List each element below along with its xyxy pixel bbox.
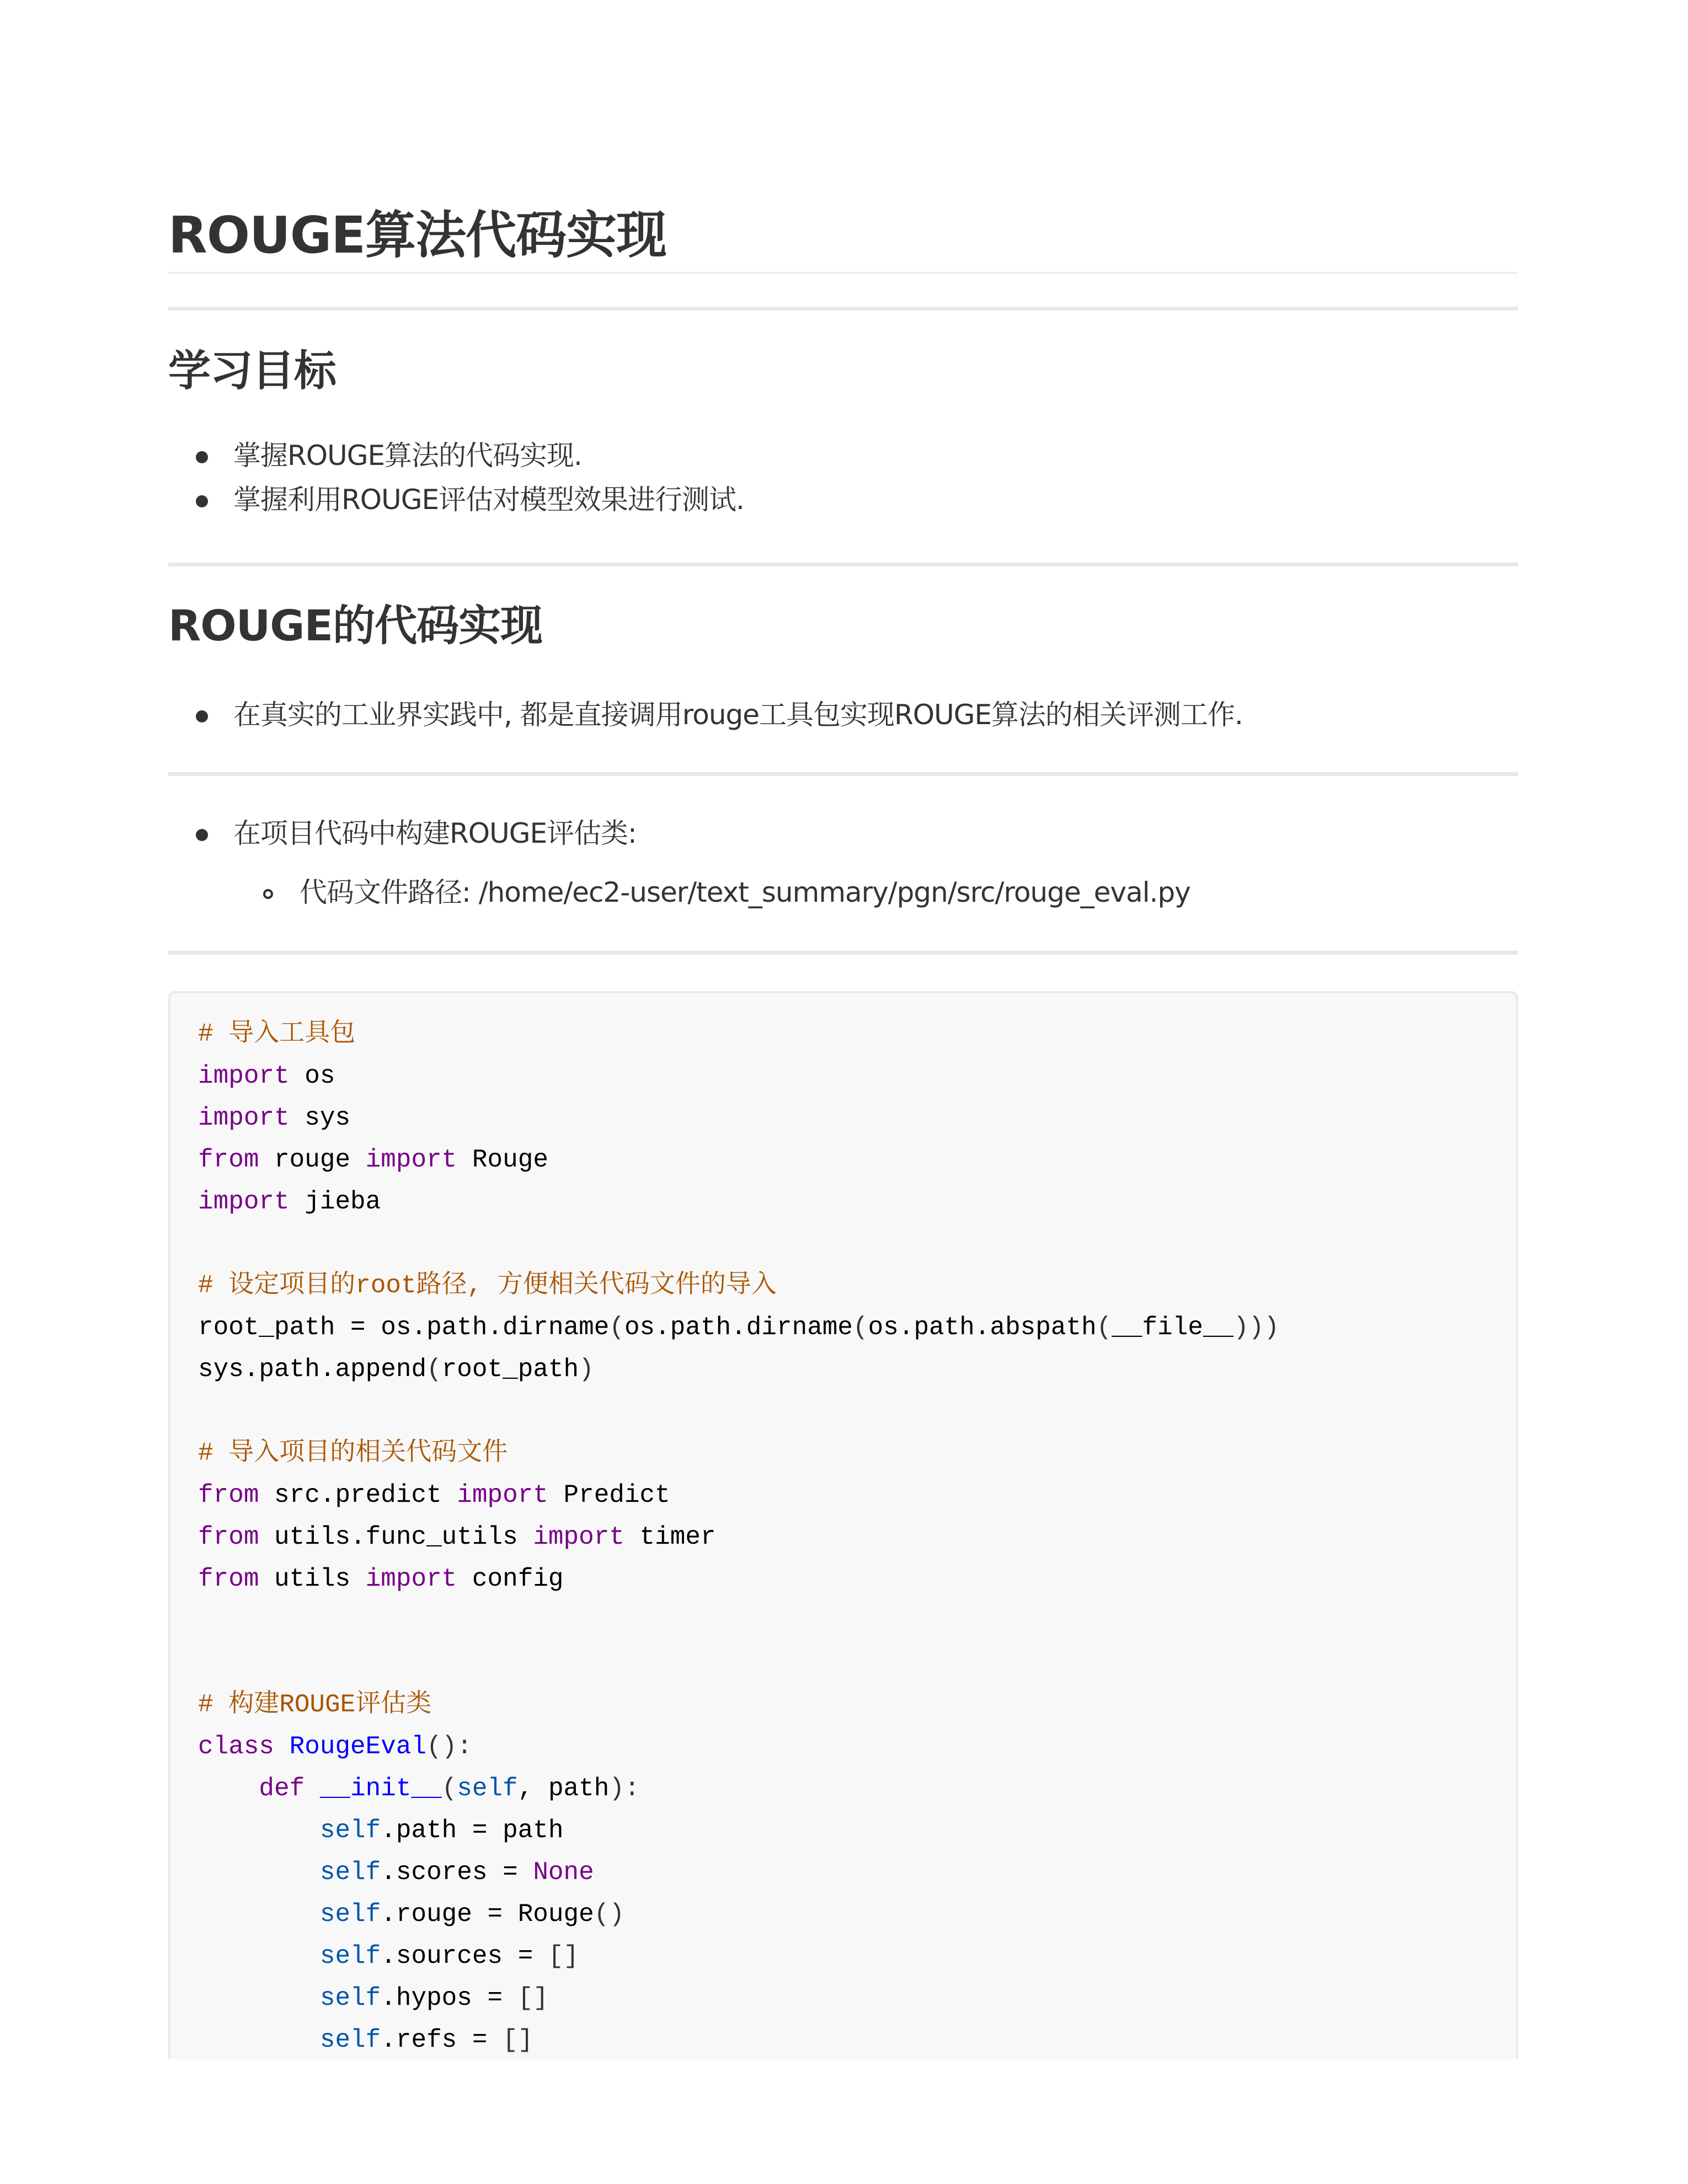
code-token: self <box>319 2026 381 2054</box>
code-token: [] <box>548 1942 579 1971</box>
code-token: ( <box>441 1774 457 1803</box>
code-token: os.path.abspath <box>868 1313 1097 1342</box>
code-token: .rouge = Rouge <box>381 1900 594 1929</box>
code-token: jieba <box>289 1187 381 1216</box>
code-token: import <box>365 1145 457 1174</box>
code-line <box>198 1223 1279 1265</box>
code-token: self <box>319 1858 381 1887</box>
heading-goals: 学习目标 <box>168 347 336 396</box>
code-token: utils.func_utils <box>259 1523 533 1551</box>
code-token: def <box>259 1774 305 1803</box>
code-line <box>198 1348 1279 1390</box>
circle-bullet-icon <box>263 889 273 899</box>
code-token: import <box>198 1062 290 1090</box>
code-token: [] <box>517 1984 548 2012</box>
divider <box>168 307 1518 311</box>
code-line <box>198 1474 1279 1516</box>
code-token: self <box>319 1984 381 2012</box>
code-token: os <box>289 1062 335 1090</box>
code-token: ) <box>579 1355 594 1384</box>
code-token: from <box>198 1565 259 1593</box>
code-token: (): <box>426 1732 472 1761</box>
code-token: import <box>198 1104 290 1132</box>
code-token: ): <box>609 1774 640 1803</box>
code-line <box>198 1432 1279 1474</box>
code-token: .scores = <box>381 1858 533 1887</box>
code-token: [] <box>503 2026 533 2054</box>
code-token <box>198 1816 320 1845</box>
code-token: ( <box>853 1313 868 1342</box>
code-token: sys.path.append <box>198 1355 427 1384</box>
code-line <box>198 1307 1279 1348</box>
bullet-icon <box>196 829 208 841</box>
code-token <box>274 1732 290 1761</box>
code-token: # 导入项目的相关代码文件 <box>198 1439 508 1468</box>
divider <box>168 772 1518 776</box>
code-token: .refs = <box>381 2026 503 2054</box>
code-token: self <box>319 1942 381 1971</box>
code-line <box>198 1851 1279 1893</box>
divider <box>168 951 1518 955</box>
code-line <box>198 1097 1279 1139</box>
list-item: 在真实的工业界实践中, 都是直接调用rouge工具包实现ROUGE算法的相关评测工作. <box>233 699 1243 731</box>
code-token: RougeEval <box>289 1732 427 1761</box>
code-line <box>198 2019 1279 2061</box>
code-token: from <box>198 1145 259 1174</box>
list-item: 掌握ROUGE算法的代码实现. <box>233 440 582 472</box>
code-line <box>198 1768 1279 1810</box>
code-line <box>198 1935 1279 1977</box>
code-token: import <box>457 1481 548 1509</box>
code-token: class <box>198 1732 275 1761</box>
code-token: # 设定项目的root路径, 方便相关代码文件的导入 <box>198 1271 777 1300</box>
code-line <box>198 1055 1279 1097</box>
code-token: .hypos = <box>381 1984 518 2012</box>
code-token: None <box>533 1858 594 1887</box>
sub-list-item: 代码文件路径: /home/ec2-user/text_summary/pgn/src/rouge_eval.py <box>300 876 1190 908</box>
code-line <box>198 1516 1279 1558</box>
code-line <box>198 1390 1279 1432</box>
code-token: __file__ <box>1112 1313 1234 1342</box>
code-token <box>198 2026 320 2054</box>
code-token: () <box>594 1900 624 1929</box>
code-token: from <box>198 1523 259 1551</box>
code-line <box>198 1684 1279 1726</box>
code-token: ))) <box>1233 1313 1279 1342</box>
code-token: # 构建ROUGE评估类 <box>198 1690 432 1719</box>
list-item: 掌握利用ROUGE评估对模型效果进行测试. <box>233 484 744 516</box>
code-line <box>198 1642 1279 1684</box>
code-line <box>198 1726 1279 1768</box>
code-token: , path <box>517 1774 610 1803</box>
code-token <box>198 1858 320 1887</box>
code-token: utils <box>259 1565 366 1593</box>
code-token: src.predict <box>259 1481 457 1509</box>
code-token: rouge <box>259 1145 366 1174</box>
code-token: ( <box>426 1355 442 1384</box>
code-line <box>198 1013 1279 1055</box>
heading-impl: ROUGE的代码实现 <box>168 602 543 651</box>
code-line <box>198 1558 1279 1600</box>
code-token: import <box>198 1187 290 1216</box>
code-token: timer <box>624 1523 716 1551</box>
code-line <box>198 1139 1279 1181</box>
code-token: self <box>319 1900 381 1929</box>
code-line <box>198 1977 1279 2019</box>
code-block[interactable] <box>168 991 1518 2059</box>
code-token: import <box>365 1565 457 1593</box>
code-token: root_path <box>441 1355 579 1384</box>
code-token <box>198 1942 320 1971</box>
bullet-icon <box>196 495 208 507</box>
code-token: os.path.dirname <box>624 1313 853 1342</box>
bullet-icon <box>196 710 208 722</box>
code-token: .sources = <box>381 1942 548 1971</box>
code-token <box>198 1984 320 2012</box>
code-token: config <box>457 1565 564 1593</box>
bullet-icon <box>196 451 208 463</box>
code-line <box>198 1810 1279 1851</box>
code-token: root_path = os.path.dirname <box>198 1313 610 1342</box>
code-token <box>198 1774 259 1803</box>
code-token: self <box>319 1816 381 1845</box>
divider <box>168 563 1518 566</box>
page-title: ROUGE算法代码实现 <box>168 206 667 265</box>
code-token: import <box>533 1523 624 1551</box>
code-token <box>305 1774 320 1803</box>
code-line <box>198 1265 1279 1307</box>
code-token: from <box>198 1481 259 1509</box>
title-underline <box>168 272 1518 274</box>
code-token: # 导入工具包 <box>198 1020 356 1048</box>
code-token: sys <box>289 1104 351 1132</box>
code-line <box>198 1600 1279 1642</box>
code-token: Predict <box>548 1481 670 1509</box>
list-item: 在项目代码中构建ROUGE评估类: <box>233 817 637 849</box>
code-token: ( <box>1096 1313 1112 1342</box>
code-token: self <box>457 1774 518 1803</box>
code-token <box>198 1900 320 1929</box>
code-token: ( <box>609 1313 624 1342</box>
code-token: __init__ <box>319 1774 442 1803</box>
code-content <box>198 1013 1279 2061</box>
code-line <box>198 1181 1279 1223</box>
code-token: Rouge <box>457 1145 548 1174</box>
code-line <box>198 1893 1279 1935</box>
code-token: .path = path <box>381 1816 564 1845</box>
